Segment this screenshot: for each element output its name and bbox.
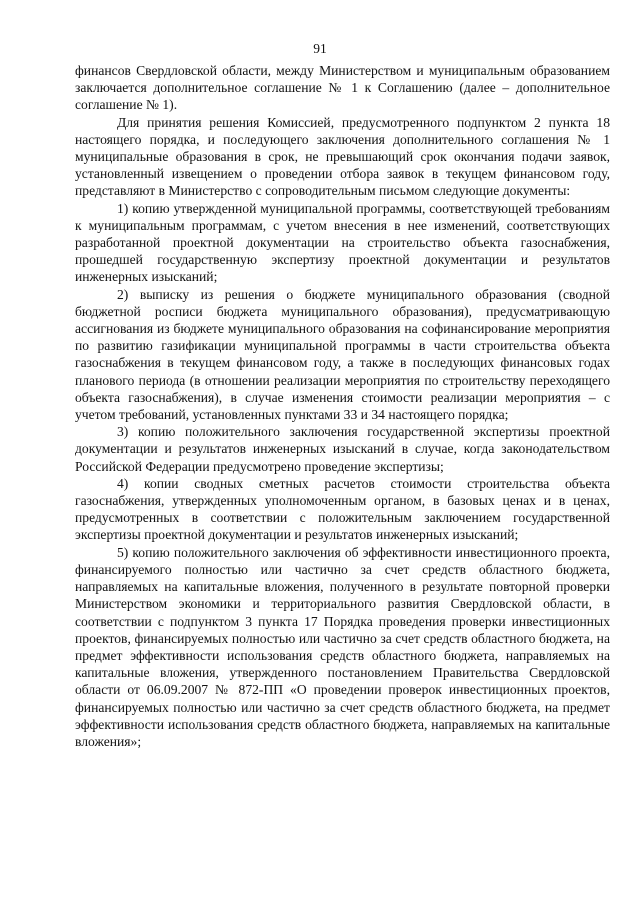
paragraph-submission-requirements: Для принятия решения Комиссией, предусмотренного подпунктом 2 пункта 18 настоящего порядка, и последующего заключения дополнительного соглашения № 1 муниципальные образования в срок, не превышающий срок окончания подачи заявок, установленный извещением о проведении отбора заявок в текущем финансовом году, представляют в Министерство с сопроводительным письмом следующие документы: (75, 114, 610, 199)
list-item-3-expertise-conclusion: 3) копию положительного заключения государственной экспертизы проектной документации и результатов инженерных изысканий в случае, когда законодательством Российской Федерации предусмотрено проведение экспертизы; (75, 424, 610, 474)
list-item-2-budget-extract: 2) выписку из решения о бюджете муниципального образования (сводной бюджетной росписи бюджета муниципального образования), предусматривающую ассигнования из бюджете муниципального образования на софинансирование мероприятия по развитию газификации муниципальной программы в части строительства объекта газоснабжения в текущем финансовом году, а также в последующих финансовых годах планового периода (в отношении реализации мероприятия по строительству переходящего объекта газоснабжения), в случае изменения стоимости реализации мероприятия – с учетом требований, установленных пунктами 33 и 34 настоящего порядка; (75, 286, 610, 423)
list-item-4-cost-estimates: 4) копии сводных сметных расчетов стоимости строительства объекта газоснабжения, утвержденных уполномоченным органом, в базовых ценах и в ценах, предусмотренных в соответствии с положительным заключением государственной экспертизы проектной документации и результатов инженерных изысканий; (75, 475, 610, 543)
list-item-1-municipal-program: 1) копию утвержденной муниципальной программы, соответствующей требованиям к муниципальным программам, с учетом внесения в нее изменений, соответствующих разработанной проектной документации на строительство объекта газоснабжения, прошедшей государственную экспертизу проектной документации и результатов инженерных изысканий; (75, 200, 610, 285)
paragraph-continuation: финансов Свердловской области, между Министерством и муниципальным образованием заключается дополнительное соглашение № 1 к Соглашению (далее – дополнительное соглашение № 1). (75, 63, 610, 113)
page-number: 91 (313, 41, 327, 56)
list-item-5-efficiency-conclusion: 5) копию положительного заключения об эффективности инвестиционного проекта, финансируемого полностью или частично за счет средств областного бюджета, направляемых на капитальные вложения, полученного в результате повторной проверки Министерством экономики и территориального развития Свердловской области, в соответствии с подпунктом 3 пункта 17 Порядка проведения проверки инвестиционных проектов, финансируемых полностью или частично за счет средств областного бюджета, на предмет эффективности использования средств областного бюджета, направляемых на капитальные вложения, утвержденного постановлением Правительства Свердловской области от 06.09.2007 № 872-ПП «О проведении проверок инвестиционных проектов, финансируемых полностью или частично за счет средств областного бюджета, на предмет эффективности использования средств областного бюджета, направляемых на капитальные вложения»; (75, 544, 610, 749)
document-body (75, 62, 610, 750)
